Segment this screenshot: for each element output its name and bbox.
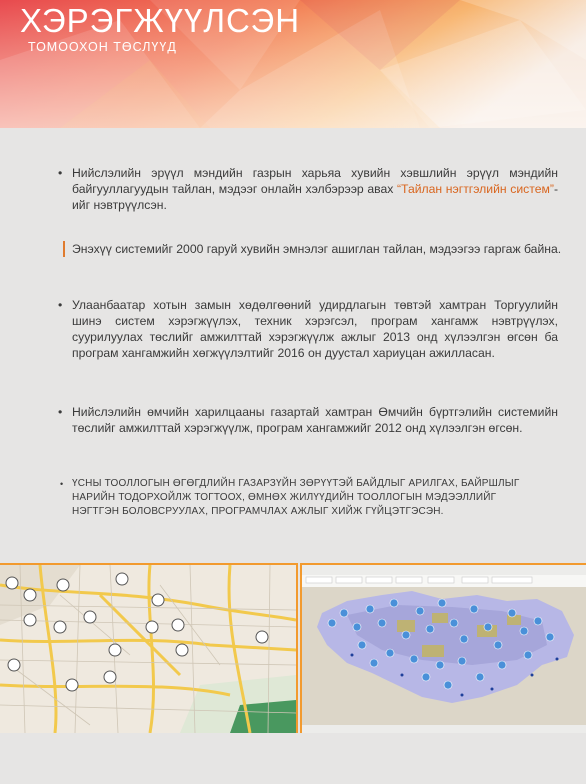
bullet-icon: •: [58, 405, 63, 419]
page-title: ХЭРЭГЖҮҮЛСЭН: [20, 2, 301, 39]
page-subtitle: ТОМООХОН ТӨСЛҮҮД: [28, 40, 177, 54]
project-bullet-traffic-fines: [58, 297, 558, 361]
project-bullet-property-registry: [58, 404, 558, 436]
bullet-icon: •: [58, 298, 63, 312]
project-bullet-reporting-system: [58, 165, 558, 213]
bullet-text: Нийслэлийн эрүүл мэндийн газрын харьяа хувийн хэвшлийн эрүүл мэндийн байгууллагуудын тайлан, мэдээг онлайн хэлбэрээр авах: [72, 166, 558, 196]
bullet-text: Нийслэлийн өмчийн харилцааны газартай хамтран Өмчийн бүртгэлийн системийн төслийг амжилттай хэрэгжүүлж, програм хангамжийг 2012 онд хүлээлгэн өгсөн.: [72, 405, 558, 435]
mongolia-cluster-map: [300, 563, 586, 733]
highlighted-system-name: “Тайлан нэгтгэлийн систем”: [397, 182, 554, 196]
bullet-text-end: -ийг нэвтрүүлсэн.: [72, 182, 559, 212]
bullet-text-caps: ҮСНЫ ТООЛЛОГЫН ӨГӨГДЛИЙН ГАЗАРЗҮЙН ЗӨРҮҮТЭЙ БАЙДЛЫГ АРИЛГАХ, БАЙРШЛЫГ НАРИЙН ТОДОРХОЙЛЖ ТОГТООХ, ӨМНӨХ ЖИЛҮҮДИЙН ТООЛЛОГЫН МЭДЭЭЛЛИЙГ НЭГТГЭН БОЛОВСРУУЛАХ, ПРОГРАМЧЛАХ АЖЛЫГ ХИЙЖ ГҮЙЦЭТГЭСЭН.: [72, 478, 520, 517]
bullet-icon: •: [58, 166, 63, 180]
bullet-icon: •: [60, 479, 64, 489]
callout-box: Энэхүү системийг 2000 гаруй хувийн эмнэлэг ашиглан тайлан, мэдээгээ гаргаж байна.: [63, 241, 562, 257]
header-banner: [0, 0, 586, 128]
bullet-text: Улаанбаатар хотын замын хөдөлгөөний удирдлагын төвтэй хамтран Торгуулийн шинэ систем хэрэгжүүлэх, техник хэрэгсэл, програм хангамж нэвтрүүлэх, суурилуулах төслийг амжилттай хэрэгжүүлж ажлыг 2013 онд хүлээлгэн өгсөн ба програм хангамжийн хөгжүүлэлтийг 2016 он дуустал хариуцан ажилласан.: [72, 298, 558, 360]
road-map-icon: [0, 565, 296, 733]
project-bullet-livestock-census: [60, 477, 540, 519]
cluster-map-icon: [302, 565, 586, 733]
city-road-map: [0, 563, 298, 733]
